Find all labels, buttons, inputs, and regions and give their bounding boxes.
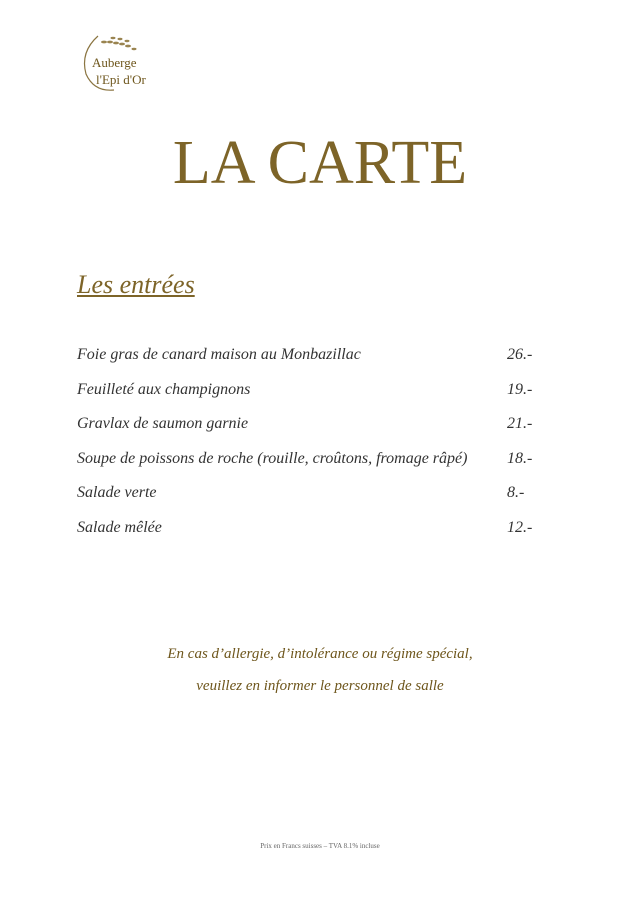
allergy-note-line1: En cas d’allergie, d’intolérance ou régime spécial, — [167, 646, 473, 662]
section-heading: Les entrées — [77, 270, 195, 299]
item-name: Salade verte — [77, 484, 157, 501]
logo-line2: l'Epi d'Or — [96, 72, 146, 87]
item-name: Gravlax de saumon garnie — [77, 415, 249, 432]
item-price: 21.- — [507, 415, 533, 432]
menu-item — [77, 415, 537, 450]
menu-item — [77, 381, 537, 416]
menu-list — [77, 346, 537, 553]
menu-item — [77, 484, 537, 519]
item-price: 18.- — [507, 449, 533, 467]
item-name: Feuilleté aux champignons — [77, 380, 251, 398]
item-name: Soupe de poissons de roche (rouille, croûtons, fromage râpé) — [77, 449, 468, 467]
price-footer: Prix en Francs suisses – TVA 8.1% incluse — [260, 842, 380, 850]
item-name: Foie gras de canard maison au Monbazillac — [77, 346, 361, 363]
page-title: LA CARTE — [172, 129, 468, 197]
allergy-note-line2: veuillez en informer le personnel de salle — [196, 678, 444, 694]
logo-line1: Auberge — [92, 55, 137, 70]
item-price: 19.- — [507, 380, 533, 398]
item-price: 8.- — [507, 484, 525, 501]
item-price: 26.- — [507, 346, 533, 363]
item-name: Salade mêlée — [77, 518, 162, 536]
logo — [68, 22, 148, 102]
menu-item — [77, 450, 537, 485]
menu-item — [77, 346, 537, 381]
menu-item — [77, 519, 537, 554]
item-price: 12.- — [507, 518, 533, 536]
